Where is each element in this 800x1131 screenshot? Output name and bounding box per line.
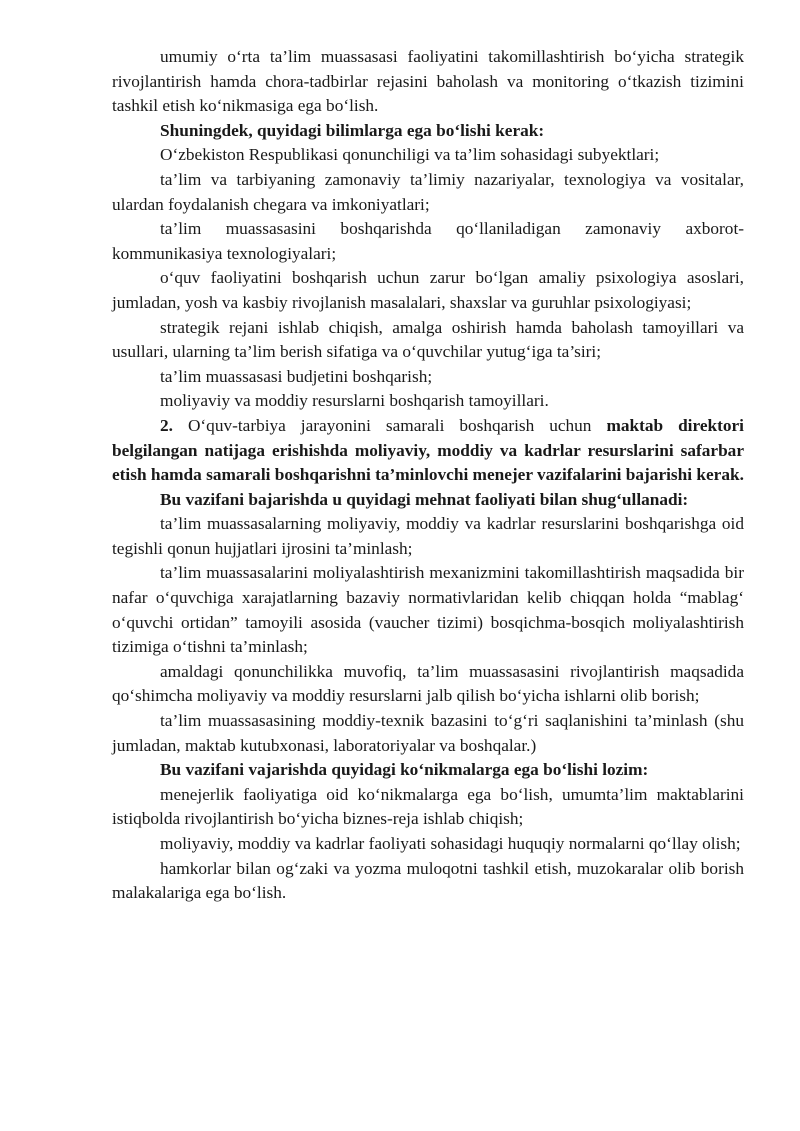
list-item: ta’lim muassasasini boshqarishda qo‘llaniladigan zamonaviy axborot-kommunikasiya texnologiyalari; [112,219,744,263]
list-item: ta’lim muassasasi budjetini boshqarish; [160,366,433,386]
list-item: moliyaviy, moddiy va kadrlar faoliyati sohasidagi huquqiy normalarni qo‘llay olish; [160,834,741,853]
numbered-paragraph [112,414,744,488]
list-item: ta’lim muassasalarning moliyaviy, moddiy va kadrlar resurslarini boshqarishga oid tegishli qonun hujjatlari ijrosini ta’minlash; [112,514,744,558]
list-item: menejerlik faoliyatiga oid ko‘nikmalarga ega bo‘lish, umumta’lim maktablarini istiqbolda rivojlantirish bo‘yicha biznes-reja ishlab chiqish; [112,784,744,829]
paragraph-lead-text: O‘quv-tarbiya jarayonini samarali boshqarish uchun [172,415,607,435]
section-heading: Bu vazifani vajarishda quyidagi ko‘nikmalarga ega bo‘lishi lozim: [160,760,649,780]
list-item: O‘zbekiston Respublikasi qonunchiligi va ta’lim sohasidagi subyektlari; [160,145,660,165]
paragraph-number: 2. [160,415,173,435]
paragraph: umumiy o‘rta ta’lim muassasasi faoliyatini takomillashtirish bo‘yicha strategik rivojlantirish hamda chora-tadbirlar rejasini baholash va monitoring o‘tkazish tizimini tashkil etish ko‘nikmasiga ega bo‘lish. [112,47,744,116]
list-item: strategik rejani ishlab chiqish, amalga oshirish hamda baholash tamoyillari va usullari, ularning ta’lim berish sifatiga va o‘quvchilar yutug‘iga ta’siri; [112,317,744,362]
list-item: moliyaviy va moddiy resurslarni boshqarish tamoyillari. [160,391,549,411]
document-page [112,45,744,906]
list-item: ta’lim va tarbiyaning zamonaviy ta’limiy nazariyalar, texnologiya va vositalar, ulardan foydalanish chegara va imkoniyatlari; [112,169,744,214]
paragraph-bold-text: maktab direktori belgilangan natijaga erishishda moliyaviy, moddiy va kadrlar resurslarini safarbar etish hamda samarali boshqarishni ta’minlovchi menejer vazifalarini bajarishi kerak. [112,415,744,485]
list-item: amaldagi qonunchilikka muvofiq, ta’lim muassasasini rivojlantirish maqsadida qo‘shimcha moliyaviy va moddiy resurslarni jalb qilish bo‘yicha ishlarni olib borish; [112,661,744,706]
list-item: ta’lim muassasalarini moliyalashtirish mexanizmini takomillashtirish maqsadida bir nafar o‘quvchiga xarajatlarning bazaviy normativlaridan kelib chiqqan holda “mablag‘ o‘quvchi ortidan” tamoyili asosida (vaucher tizimi) bosqichma-bosqich moliyalashtirish tizimiga o‘tishni ta’minlash; [112,563,744,657]
list-item: hamkorlar bilan og‘zaki va yozma muloqotni tashkil etish, muzokaralar olib borish malakalariga ega bo‘lish. [112,858,744,903]
list-item: o‘quv faoliyatini boshqarish uchun zarur bo‘lgan amaliy psixologiya asoslari, jumladan, yosh va kasbiy rivojlanish masalalari, shaxslar va guruhlar psixologiyasi; [112,268,744,312]
list-item: ta’lim muassasasining moddiy-texnik bazasini to‘g‘ri saqlanishini ta’minlash (shu jumladan, maktab kutubxonasi, laboratoriyalar va boshqalar.) [112,711,744,755]
section-heading: Shuningdek, quyidagi bilimlarga ega bo‘lishi kerak: [160,120,545,140]
section-heading: Bu vazifani bajarishda u quyidagi mehnat faoliyati bilan shug‘ullanadi: [160,489,689,509]
